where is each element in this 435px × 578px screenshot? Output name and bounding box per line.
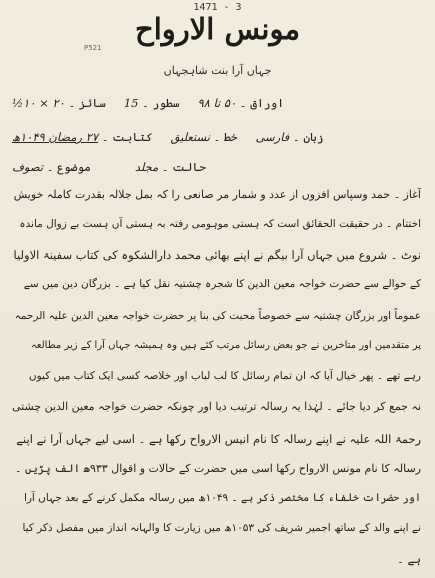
- subject-label: موضوع: [57, 160, 91, 174]
- note-label: نوٹ: [401, 248, 421, 262]
- note-row-0: نوٹ ۔ شروع میں جہاں آرا بیگم نے اپنے بھائی محمد دارالشکوہ کی کتاب سفینۃ الاولیا: [13, 248, 421, 262]
- note-line: شروع میں جہاں آرا بیگم نے اپنے بھائی محمد دارالشکوہ کی کتاب سفینۃ الاولیا: [13, 248, 387, 262]
- page-title: مونس الارواح: [134, 12, 301, 46]
- size-label: سائز: [78, 96, 106, 110]
- note-line: پر متقدمین اور متاخرین نے جو بعض رسائل مرتب کئے ہیں وہ ہمیشہ جہاں آرا کے زیر مطالعہ: [30, 340, 421, 351]
- folios-field: اوراق ۔ ۵۰ تا ۹۸: [197, 96, 284, 110]
- note-line: رہے تھے ۔ پھر خیال آیا کہ ان تمام رسائل کا لب لباب اور خلاصہ کسی ایک کتاب میں کیوں: [28, 370, 421, 382]
- aghaz-row: آغاز ۔ حمد وسپاس افزوں از عدد و شمار مر صانعی را کہ بمل جلالہ بقدرت کاملہ خویش: [13, 188, 421, 201]
- language-value: فارسی: [255, 130, 290, 144]
- aghaz-text: حمد وسپاس افزوں از عدد و شمار مر صانعی را کہ بمل جلالہ بقدرت کاملہ خویش: [13, 188, 391, 201]
- copy-field: کتابت ۔ ۲۷ رمضان ۱۰۴۹ھ: [12, 130, 153, 144]
- note-line: نے اپنے والد کے ساتھ اجمیر شریف کی ۱۰۵۳ھ میں زیارت کا والہانہ انداز میں مفصل ذکر کیا: [22, 522, 421, 534]
- ikhtitam-text: در حقیقت الحقائق است کہ ہستی موہومی رفتہ بہ ہستی آں ہست بے زوال ماندہ: [19, 218, 383, 230]
- shelf-mark: P521: [84, 44, 102, 52]
- copy-label: کتابت: [112, 130, 153, 144]
- note-line: رحمۃ اللہ علیہ نے اپنے رسالہ کا نام انیس الارواح رکھا ہے ۔ اسی لیے جہاں آرا نے اپنے: [16, 432, 421, 446]
- language-field: زبان ۔ فارسی: [255, 130, 324, 144]
- catalog-number: 1471 - 3: [193, 2, 242, 13]
- script-label: خط: [223, 130, 238, 144]
- condition-label: حالت: [172, 160, 207, 174]
- lines-value: 15: [123, 96, 139, 110]
- subject-row: [12, 160, 421, 174]
- condition-value: مجلد: [134, 160, 159, 174]
- subject-value: تصوف: [12, 160, 44, 174]
- folios-label: اوراق: [250, 96, 284, 110]
- note-line: رسالہ کا نام مونس الارواح رکھا اسی میں حضرت کے حالات و اقوال ۹۳۳ھ الف پڑیں ۔: [15, 462, 421, 475]
- subject-field: موضوع ۔ تصوف: [12, 160, 91, 174]
- note-line: کے حوالے سے حضرت خواجہ معین الدین کا شجرہ چشتیہ نقل کیا ہے ۔ بزرگان دین میں سے: [23, 278, 421, 290]
- copy-info-row: [12, 130, 421, 144]
- author-line: جہاں آرا بنت شاہجہاں: [163, 64, 272, 77]
- script-field: خط ۔ نستعلیق: [170, 130, 238, 144]
- ikhtitam-row: اختتام ۔ در حقیقت الحقائق است کہ ہستی موہومی رفتہ بہ ہستی آں ہست بے زوال ماندہ: [19, 218, 421, 230]
- lines-label: سطور: [152, 96, 180, 110]
- copy-value: ۲۷ رمضان ۱۰۴۹ھ: [12, 130, 99, 144]
- condition-field: حالت ۔ مجلد: [134, 160, 207, 174]
- note-line: عموماً اور بزرگان چشتیہ سے خصوصاً محبت کی بنا پر حضرت خواجہ معین الدین علیہ الرحمہ: [14, 310, 421, 322]
- lines-field: سطور ۔ 15: [123, 96, 180, 110]
- note-line: اور حضرات خلفاء کا مختصر ذکر ہے ۔ ۱۰۴۹ھ میں رسالہ مکمل کرنے کے بعد جہاں آرا: [23, 492, 421, 504]
- ikhtitam-label: اختتام: [395, 218, 421, 230]
- note-line: ہے ۔: [397, 552, 421, 566]
- note-line: نہ جمع کر دیا جائے ۔ لہٰذا یہ رسالہ ترتیب دیا اور چونکہ حضرت خواجہ معین الدین چشتی: [11, 400, 421, 413]
- language-label: زبان: [303, 130, 324, 144]
- aghaz-label: آغاز: [403, 188, 421, 201]
- specs-row: [12, 96, 421, 110]
- size-field: سائز ۔ ۲۰ × ۱۰½: [12, 96, 106, 110]
- script-value: نستعلیق: [170, 130, 210, 144]
- folios-value: ۵۰ تا ۹۸: [197, 96, 237, 110]
- size-value: ۲۰ × ۱۰½: [12, 96, 65, 110]
